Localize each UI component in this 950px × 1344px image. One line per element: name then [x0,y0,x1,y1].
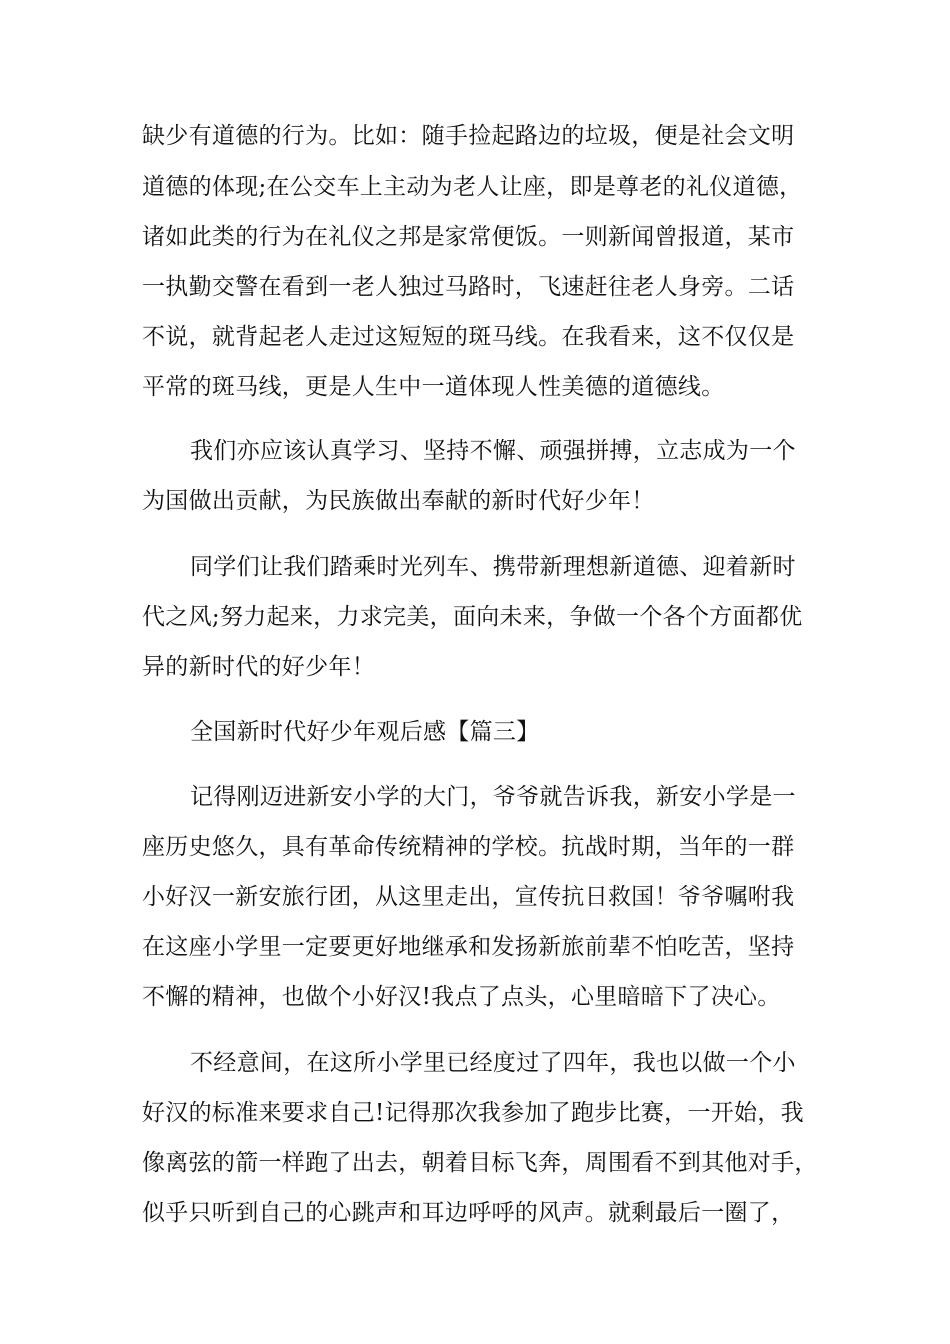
paragraph-line: 道德的体现;在公交车上主动为老人让座，即是尊老的礼仪道德， [142,174,803,200]
paragraph-line: 平常的斑马线，更是人生中一道体现人性美德的道德线。 [142,374,725,400]
paragraph-line: 同学们让我们踏乘时光列车、携带新理想新道德、迎着新时 [190,554,796,580]
paragraph-line: 在这座小学里一定要更好地继承和发扬新旅前辈不怕吃苦，坚持 [142,934,795,960]
paragraph-line: 诸如此类的行为在礼仪之邦是家常便饭。一则新闻曾报道，某市 [142,224,795,250]
paragraph-line: 一执勤交警在看到一老人独过马路时，飞速赶往老人身旁。二话 [142,274,795,300]
paragraph-line: 代之风;努力起来，力求完美，面向未来，争做一个各个方面都优 [142,604,803,630]
section-heading: 全国新时代好少年观后感【篇三】 [190,719,540,745]
paragraph-line: 异的新时代的好少年！ [142,654,375,680]
paragraph-line: 似乎只听到自己的心跳声和耳边呼呼的风声。就剩最后一圈了， [142,1200,795,1226]
paragraph-line: 像离弦的箭一样跑了出去，朝着目标飞奔，周围看不到其他对手， [142,1150,818,1176]
paragraph-line: 为国做出贡献，为民族做出奉献的新时代好少年！ [142,488,655,514]
paragraph-line: 小好汉一新安旅行团，从这里走出，宣传抗日救国！爷爷嘱咐我 [142,884,795,910]
paragraph-line: 我们亦应该认真学习、坚持不懈、顽强拼搏，立志成为一个 [190,438,796,464]
paragraph-line: 记得刚迈进新安小学的大门，爷爷就告诉我，新安小学是一 [190,784,796,810]
paragraph-line: 座历史悠久，具有革命传统精神的学校。抗战时期，当年的一群 [142,834,795,860]
paragraph-line: 不说，就背起老人走过这短短的斑马线。在我看来，这不仅仅是 [142,324,795,350]
paragraph-line: 不懈的精神，也做个小好汉!我点了点头，心里暗暗下了决心。 [142,984,781,1010]
paragraph-line: 不经意间，在这所小学里已经度过了四年，我也以做一个小 [190,1050,796,1076]
paragraph-line: 好汉的标准来要求自己!记得那次我参加了跑步比赛，一开始，我 [142,1100,804,1126]
paragraph-line: 缺少有道德的行为。比如：随手捡起路边的垃圾，便是社会文明 [142,123,795,149]
